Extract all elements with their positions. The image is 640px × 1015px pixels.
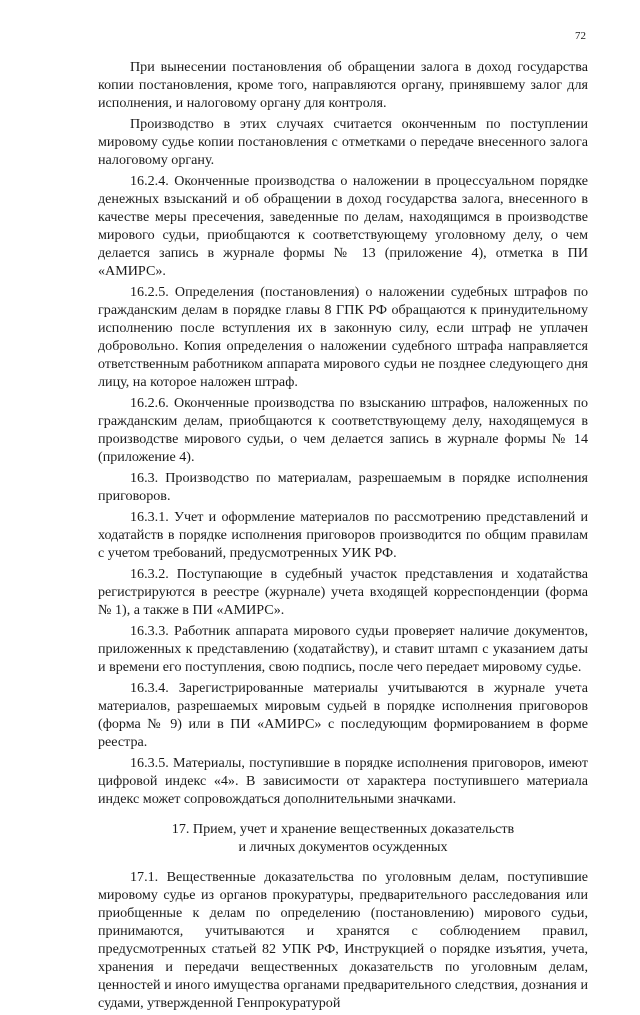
- paragraph: 16.3.2. Поступающие в судебный участок представления и ходатайства регистрируются в реестре (журнале) учета входящей корреспонденции (форма № 1), а также в ПИ «АМИРС».: [98, 566, 588, 618]
- section-heading-line-2: и личных документов осужденных: [238, 839, 448, 855]
- section-heading-line-1: 17. Прием, учет и хранение вещественных доказательств: [171, 821, 515, 837]
- paragraph: 16.3.1. Учет и оформление материалов по рассмотрению представлений и ходатайств в порядке исполнения приговоров производится по общим правилам с учетом требований, предусмотренных УИК РФ.: [98, 509, 588, 561]
- page-number: 72: [575, 30, 586, 42]
- paragraph: 16.2.4. Оконченные производства о наложении в процессуальном порядке денежных взысканий и об обращении в доход государства залога, внесенного в качестве меры пресечения, заведенные по делам, находящимся в производстве мирового судьи, приобщаются к соответствующему уголовному делу, о чем делается запись в журнале формы № 13 (приложение 4), отметка в ПИ «АМИРС».: [98, 173, 588, 279]
- paragraph: 16.3.4. Зарегистрированные материалы учитываются в журнале учета материалов, разрешаемых мировым судьей в порядке исполнения приговоров (форма № 9) или в ПИ «АМИРС» с последующим формированием в форме реестра.: [98, 680, 588, 750]
- paragraph: 16.2.6. Оконченные производства по взысканию штрафов, наложенных по гражданским делам, приобщаются к соответствующему делу, находящемуся в производстве мирового судьи, о чем делается запись в журнале формы № 14 (приложение 4).: [98, 395, 588, 465]
- paragraph: 16.3.3. Работник аппарата мирового судьи проверяет наличие документов, приложенных к представлению (ходатайству), и ставит штамп с указанием даты и времени его поступления, свою подпись, после чего передает мировому судье.: [98, 623, 588, 675]
- paragraph: 16.2.5. Определения (постановления) о наложении судебных штрафов по гражданским делам в порядке главы 8 ГПК РФ обращаются к принудительному исполнению после вступления их в законную силу, если штраф не уплачен добровольно. Копия определения о наложении судебного штрафа направляется ответственным работником аппарата мирового судьи не позднее следующего дня лицу, на которое наложен штраф.: [98, 284, 588, 390]
- paragraph: Производство в этих случаях считается оконченным по поступлении мировому судье копии постановления с отметками о передаче внесенного залога налоговому органу.: [98, 116, 588, 168]
- paragraph: 16.3. Производство по материалам, разрешаемым в порядке исполнения приговоров.: [98, 470, 588, 504]
- paragraph: При вынесении постановления об обращении залога в доход государства копии постановления, кроме того, направляются органу, принявшему залог для исполнения, и налоговому органу для контроля.: [98, 59, 588, 111]
- section-heading: [98, 820, 588, 856]
- paragraph: 16.3.5. Материалы, поступившие в порядке исполнения приговоров, имеют цифровой индекс «4». В зависимости от характера поступившего материала индекс может сопровождаться дополнительными значками.: [98, 755, 588, 807]
- paragraph: 17.1. Вещественные доказательства по уголовным делам, поступившие мировому судье из органов прокуратуры, предварительного расследования или приобщенные к делам по определению (постановлению) мирового судьи, принимаются, учитываются и хранятся с соблюдением правил, предусмотренных статьей 82 УПК РФ, Инструкцией о порядке изъятия, учета, хранения и передачи вещественных доказательств по уголовным делам, ценностей и иного имущества органами предварительного следствия, дознания и судами, утвержденной Генпрокуратурой: [98, 869, 588, 1011]
- document-body: [98, 58, 588, 1015]
